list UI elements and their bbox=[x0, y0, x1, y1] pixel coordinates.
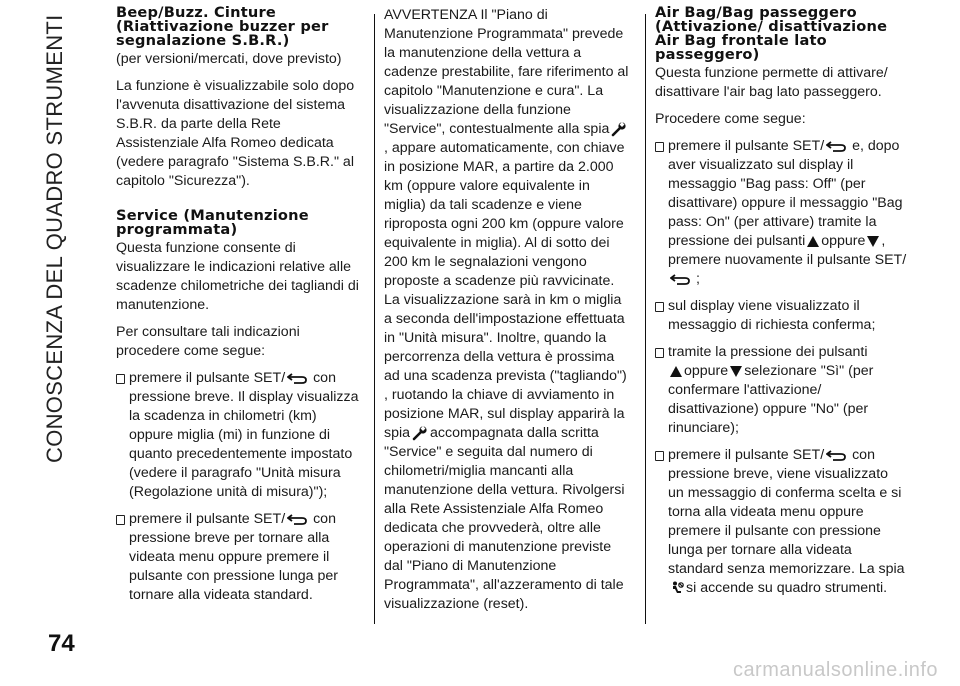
list-item: premere il pulsante SET/ con pressione breve. Il display visualizza la scadenza in chilometri (km) oppure miglia (mi) in funzione di quanto precedentemente impostato (vedere il paragrafo "Unità misura (Regolazione unità di misura)"); bbox=[116, 369, 362, 502]
airbag-off-icon bbox=[670, 581, 684, 595]
paragraph-service-intro: Questa funzione consente di visualizzare le indicazioni relative alle scadenze chilometriche dei tagliandi di manutenzione. bbox=[116, 240, 359, 313]
paragraph-procedure: Per consultare tali indicazioni procedere come segue: bbox=[116, 324, 300, 359]
column-divider-1 bbox=[374, 14, 375, 624]
return-arrow-icon bbox=[287, 373, 307, 384]
wrench-icon bbox=[412, 425, 428, 441]
watermark: carmanualsonline.info bbox=[732, 659, 938, 681]
triangle-down-icon bbox=[730, 366, 742, 377]
paragraph-sbr: La funzione è visualizzabile solo dopo l'avvenuta disattivazione del sistema S.B.R. da parte della Rete Assistenziale Alfa Romeo dedicata (vedere paragrafo "Sistema S.B.R." al capitolo "Sicurezza"). bbox=[116, 78, 355, 189]
page-number: 74 bbox=[48, 630, 75, 657]
airbag-steps-list bbox=[655, 137, 907, 598]
column-2 bbox=[384, 6, 632, 622]
list-item: tramite la pressione dei pulsanti oppure selezionare "Sì" (per confermare l'attivazione/ disattivazione) oppure "No" (per rinunciare); bbox=[655, 343, 907, 438]
return-arrow-icon bbox=[287, 514, 307, 525]
column-1 bbox=[116, 6, 362, 613]
paragraph-airbag-intro: Questa funzione permette di attivare/ disattivare l'air bag lato passeggero. bbox=[655, 65, 888, 100]
column-divider-2 bbox=[645, 14, 646, 624]
service-steps-list bbox=[116, 369, 362, 605]
return-arrow-icon bbox=[670, 274, 690, 285]
column-3 bbox=[655, 6, 907, 606]
paragraph-procedure: Procedere come segue: bbox=[655, 111, 806, 127]
heading-service: Service (Manutenzione programmata) bbox=[116, 207, 309, 238]
list-item: premere il pulsante SET/ con pressione breve, viene visualizzato un messaggio di conferma scelta e si torna alla videata menu oppure premere il pulsante con pressione lunga per tornare alla videata standard senza memorizzare. La spia si accende su quadro strumenti. bbox=[655, 446, 907, 598]
list-item: premere il pulsante SET/ con pressione breve per tornare alla videata menu oppure premere il pulsante con pressione lunga per tornare alla videata standard. bbox=[116, 510, 362, 605]
list-item: sul display viene visualizzato il messaggio di richiesta conferma; bbox=[655, 297, 907, 335]
subheading-note: (per versioni/mercati, dove previsto) bbox=[116, 51, 342, 67]
return-arrow-icon bbox=[826, 450, 846, 461]
return-arrow-icon bbox=[826, 141, 846, 152]
triangle-up-icon bbox=[807, 236, 819, 247]
triangle-up-icon bbox=[670, 366, 682, 377]
paragraph-warning: AVVERTENZA Il "Piano di Manutenzione Programmata" prevede la manutenzione della vettura a cadenze prestabilite, fare riferimento al capitolo "Manutenzione e cura". La visualizzazione della funzione "Service", contestualmente alla spia , appare automaticamente, con chiave in posizione MAR, a partire da 2.000 km (oppure valore equivalente in miglia) da tali scadenze e viene riproposta ogni 200 km (oppure valore equivalente in miglia). Al di sotto dei 200 km le segnalazioni vengono proposte a scadenze più ravvicinate. La visualizzazione sarà in km o miglia a seconda dell'impostazione effettuata in "Unità misura". Inoltre, quando la percorrenza della vettura è prossima ad una scadenza prevista ("tagliando") , ruotando la chiave di avviamento in posizione MAR, sul display apparirà la spia accompagnata dalla scritta "Service" e seguita dal numero di chilometri/miglia mancanti alla manutenzione della vettura. Rivolgersi alla Rete Assistenziale Alfa Romeo dedicata che provvederà, oltre alle operazioni di manutenzione previste dal "Piano di Manutenzione Programmata", all'azzeramento di tale visualizzazione (reset). bbox=[384, 7, 629, 612]
list-item: premere il pulsante SET/ e, dopo aver visualizzato sul display il messaggio "Bag pass: Off" (per disattivare) oppure il messaggio "Bag pass: On" (per attivare) tramite la pressione dei pulsanti oppure , premere nuovamente il pulsante SET/ ; bbox=[655, 137, 907, 289]
triangle-down-icon bbox=[867, 236, 879, 247]
wrench-icon bbox=[611, 121, 627, 137]
heading-airbag: Air Bag/Bag passeggero (Attivazione/ disattivazione Air Bag frontale lato passeggero) bbox=[655, 4, 888, 63]
heading-beep-buzz: Beep/Buzz. Cinture (Riattivazione buzzer per segnalazione S.B.R.) bbox=[116, 4, 329, 49]
side-chapter-title: CONOSCENZA DEL QUADRO STRUMENTI bbox=[42, 14, 67, 463]
